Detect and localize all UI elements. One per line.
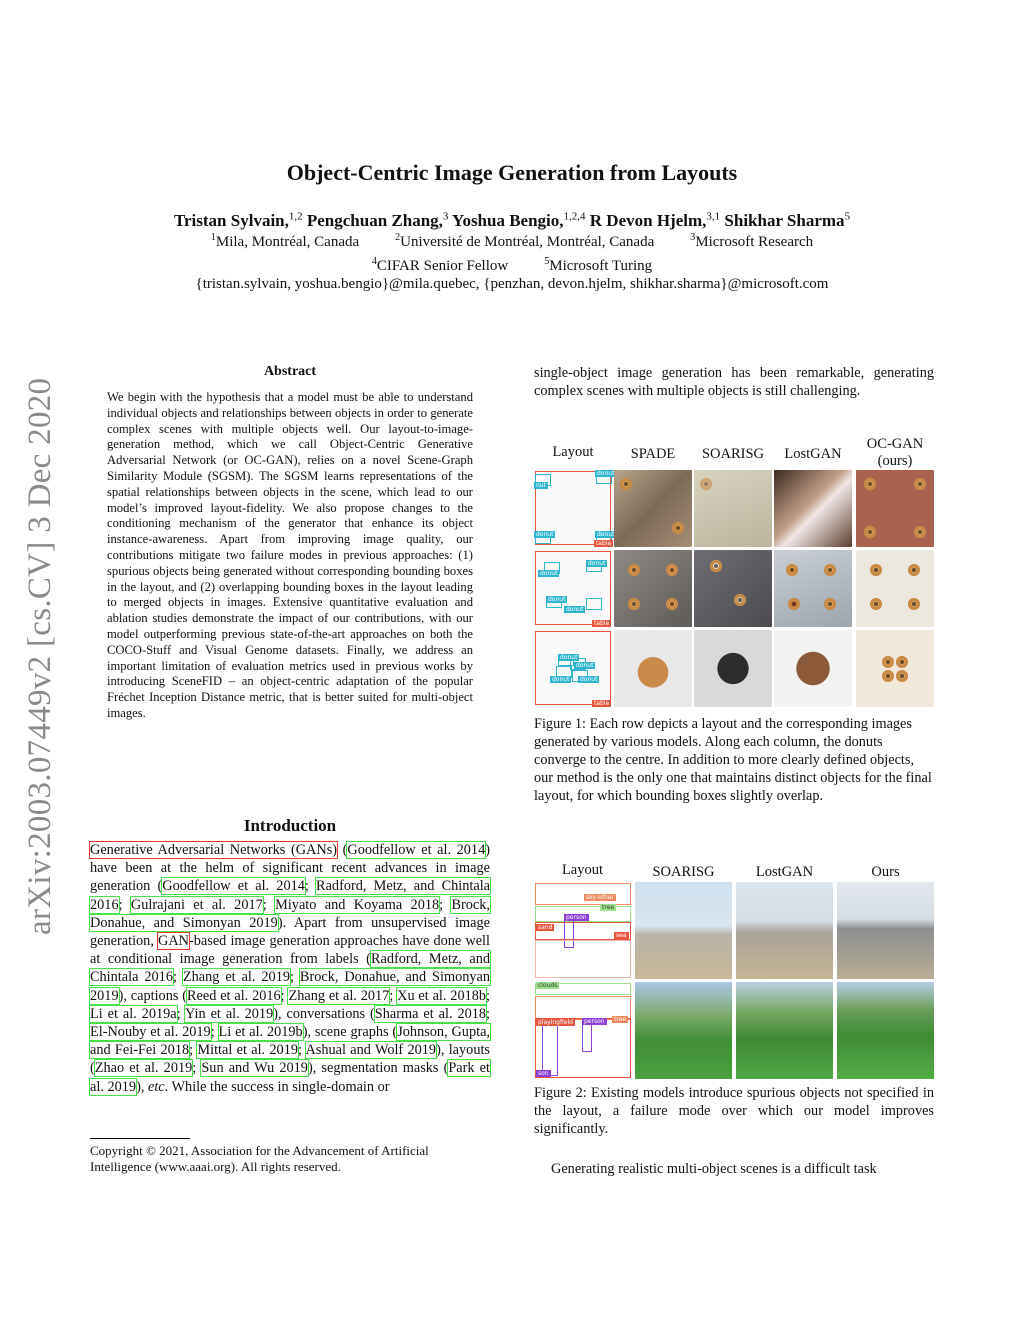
fig1-row3-ocgan-image	[856, 630, 934, 707]
affiliation: $^2$Université de Montréal, Montréal, Canada	[395, 232, 655, 250]
affiliation: $^4$CIFAR Senior Fellow	[371, 256, 509, 274]
acronym-link[interactable]: Generative Adversarial Networks (GANs)	[90, 842, 338, 858]
fig2-row1-soarisg-image	[635, 882, 732, 979]
fig1-row2-ocgan-image	[856, 550, 934, 627]
fig2-col-layout: Layout	[561, 862, 604, 878]
fig1-row3-spade-image	[614, 630, 692, 707]
fig1-col-lostgan: LostGAN	[784, 446, 842, 462]
fig1-col-spade: SPADE	[630, 446, 676, 462]
author-name: Yoshua Bengio,$^{1,2,4}$	[452, 210, 586, 230]
fig1-row1-spade-image	[614, 470, 692, 547]
citation-link[interactable]: Goodfellow et al. 2014	[162, 878, 305, 895]
citation-link[interactable]: Gulrajani et al. 2017	[130, 896, 263, 913]
arxiv-identifier: arXiv:2003.07449v2 [cs.CV] 3 Dec 2020	[22, 377, 58, 935]
citation-link[interactable]: Zhao et al. 2019	[94, 1060, 193, 1077]
citation-link[interactable]: Goodfellow et al. 2014	[347, 842, 486, 858]
fig1-row2-spade-image	[614, 550, 692, 627]
fig1-row1-soarisg-image	[694, 470, 772, 547]
right-column-intro-text: single-object image generation has been remarkable, generating complex scenes with multiple objects is still challenging.	[534, 365, 934, 399]
abstract-heading: Abstract	[263, 364, 317, 379]
fig2-row2-lostgan-image	[736, 982, 833, 1079]
fig2-col-lostgan: LostGAN	[755, 864, 814, 880]
right-column-bottom-text: Generating realistic multi-object scenes is a difficult task	[551, 1161, 877, 1177]
fig2-row2-ours-image	[837, 982, 934, 1079]
citation-link[interactable]: Zhang et al. 2017	[288, 987, 390, 1004]
figure-2	[534, 858, 936, 1080]
citation-link[interactable]: Yin et al. 2019	[185, 1005, 274, 1022]
citation-link[interactable]: El-Nouby et al. 2019	[90, 1024, 211, 1041]
fig1-row3-soarisg-image	[694, 630, 772, 707]
affiliation: $^5$Microsoft Turing	[544, 256, 653, 274]
citation-link[interactable]: Xu et al. 2018b	[397, 987, 487, 1004]
fig2-row1-lostgan-image	[736, 882, 833, 979]
fig1-col-ocgan: OC-GAN (ours)	[866, 436, 924, 469]
figure-1-caption: Figure 1: Each row depicts a layout and the corresponding images generated by various models. Along each column, the donuts converge to the centre. In addition to more clearly defined objects, our method is the only one that maintains distinct objects for the final layout, for which bounding boxes slightly overlap.	[534, 716, 932, 804]
fig1-col-layout: Layout	[552, 444, 594, 460]
citation-link[interactable]: Ashual and Wolf 2019	[305, 1042, 437, 1059]
fig1-row1-lostgan-image	[774, 470, 852, 547]
footnote-divider	[90, 1138, 190, 1139]
introduction-text: Generative Adversarial Networks (GANs) (Goodfellow et al. 2014) have been at the helm of significant recent advances in image generation (Goodfellow et al. 2014; Radford, Metz, and Chintala 2016; Gulrajani et al. 2017; Miyato and Koyama 2018; Brock, Donahue, and Simonyan 2019). Apart from unsupervised image generation, GAN-based image generation approaches have done well at conditional image generation from labels (Radford, Metz, and Chintala 2016; Zhang et al. 2019; Brock, Donahue, and Simonyan 2019), captions (Reed et al. 2016; Zhang et al. 2017; Xu et al. 2018b; Li et al. 2019a; Yin et al. 2019), conversations (Sharma et al. 2018; El-Nouby et al. 2019; Li et al. 2019b), scene graphs (Johnson, Gupta, and Fei-Fei 2018; Mittal et al. 2019; Ashual and Wolf 2019), layouts (Zhao et al. 2019; Sun and Wu 2019), segmentation masks (Park et al. 2019), etc. While the success in single-domain or	[90, 842, 491, 1095]
citation-link[interactable]: Li et al. 2019b	[218, 1024, 303, 1041]
author-name: Pengchuan Zhang,$^3$	[306, 210, 449, 230]
citation-link[interactable]: Sun and Wu 2019	[201, 1060, 308, 1077]
fig2-col-ours: Ours	[871, 864, 900, 880]
figure-2-caption: Figure 2: Existing models introduce spurious objects not specified in the layout, a failure mode over which our model improves significantly.	[534, 1085, 934, 1137]
fig2-col-soarisg: SOARISG	[652, 864, 715, 880]
copyright-footnote: Copyright © 2021, Association for the Advancement of Artificial Intelligence (www.aaai.org). All rights reserved.	[90, 1143, 429, 1174]
citation-link[interactable]: Zhang et al. 2019	[182, 969, 290, 986]
author-name: R Devon Hjelm,$^{3,1}$	[589, 210, 721, 230]
paper-title: Object-Centric Image Generation from Layouts	[286, 160, 738, 185]
citation-link[interactable]: Mittal et al. 2019	[197, 1042, 299, 1059]
affiliation: $^3$Microsoft Research	[690, 232, 814, 250]
author-name: Shikhar Sharma$^5$	[724, 210, 851, 230]
citation-link[interactable]: Li et al. 2019a	[90, 1005, 177, 1022]
fig1-row3-lostgan-image	[774, 630, 852, 707]
fig1-row1-layout: nut donut donut donut table	[536, 470, 615, 547]
citation-link[interactable]: Radford, Metz, and Chintala 2016	[90, 878, 491, 913]
citation-link[interactable]: Miyato and Koyama 2018	[275, 896, 440, 913]
fig1-row1-ocgan-image	[856, 470, 934, 547]
affiliation: $^1$Mila, Montréal, Canada	[210, 232, 360, 250]
fig1-col-soarisg: SOARISG	[701, 446, 765, 462]
abstract-text: We begin with the hypothesis that a model must be able to understand individual objects and relationships between objects in order to generate complex scenes with multiple objects well. Our layout-to-image-generation method, which we call Object-Centric Generative Adversarial Network (or OC-GAN), relies on a novel Scene-Graph Similarity Module (SGSM). The SGSM learns representations of the spatial relationships between objects in the scene, which lead to our model’s improved layout-fidelity. We also propose changes to the conditioning mechanism of the generator that enhance its object instance-awareness. Apart from improving image quality, our contributions mitigate two failure modes in previous approaches: (1) spurious objects being generated without corresponding bounding boxes in the layout, and (2) overlapping bounding boxes in the layout leading to merged objects in images. Extensive quantitative evaluation and ablation studies demonstrate the impact of our contributions, with our model outperforming previous state-of-the-art approaches on both the COCO-Stuff and Visual Genome datasets. Finally, we address an important limitation of evaluation metrics used in previous works by introducing SceneFID – an object-centric adaptation of the popular Fréchet Inception Distance metric, that is better suited for multi-object images.	[107, 390, 473, 720]
citation-link[interactable]: Reed et al. 2016	[187, 987, 281, 1004]
fig2-row1-layout: sky-other tree person sand sea	[534, 882, 631, 979]
fig1-row2-soarisg-image	[694, 550, 772, 627]
author-name: Tristan Sylvain,$^{1,2}$	[173, 210, 303, 230]
acronym-link[interactable]: GAN	[158, 933, 190, 950]
fig2-row1-ours-image	[837, 882, 934, 979]
fig2-row2-layout: clouds playingfield person tree son	[534, 982, 631, 1079]
affiliations-line-2	[0, 256, 1024, 275]
citation-link[interactable]: Radford, Metz, and Chintala 2016	[90, 951, 490, 986]
citation-link[interactable]: Brock, Donahue, and Simonyan 2019	[90, 896, 490, 931]
author-emails: {tristan.sylvain, yoshua.bengio}@mila.quebec, {penzhan, devon.hjelm, shikhar.sharma}@microsoft.com	[195, 276, 829, 292]
citation-link[interactable]: Sharma et al. 2018	[374, 1005, 487, 1022]
fig2-row2-soarisg-image	[635, 982, 732, 1079]
citation-link[interactable]: Brock, Donahue, and Simonyan 2019	[90, 969, 491, 1004]
author-list	[0, 210, 1024, 231]
figure-1	[534, 434, 936, 714]
citation-link[interactable]: Johnson, Gupta, and Fei-Fei 2018	[90, 1024, 490, 1059]
fig1-row2-layout: donut donut donut donut table	[534, 550, 612, 627]
italic-text: etc	[147, 1078, 165, 1095]
fig1-row3-layout: donut donut donut donut table	[534, 630, 612, 707]
affiliations-line-1	[0, 232, 1024, 251]
citation-link[interactable]: Park et al. 2019	[90, 1060, 490, 1095]
fig1-row2-lostgan-image	[774, 550, 852, 627]
introduction-heading: Introduction	[243, 816, 337, 835]
